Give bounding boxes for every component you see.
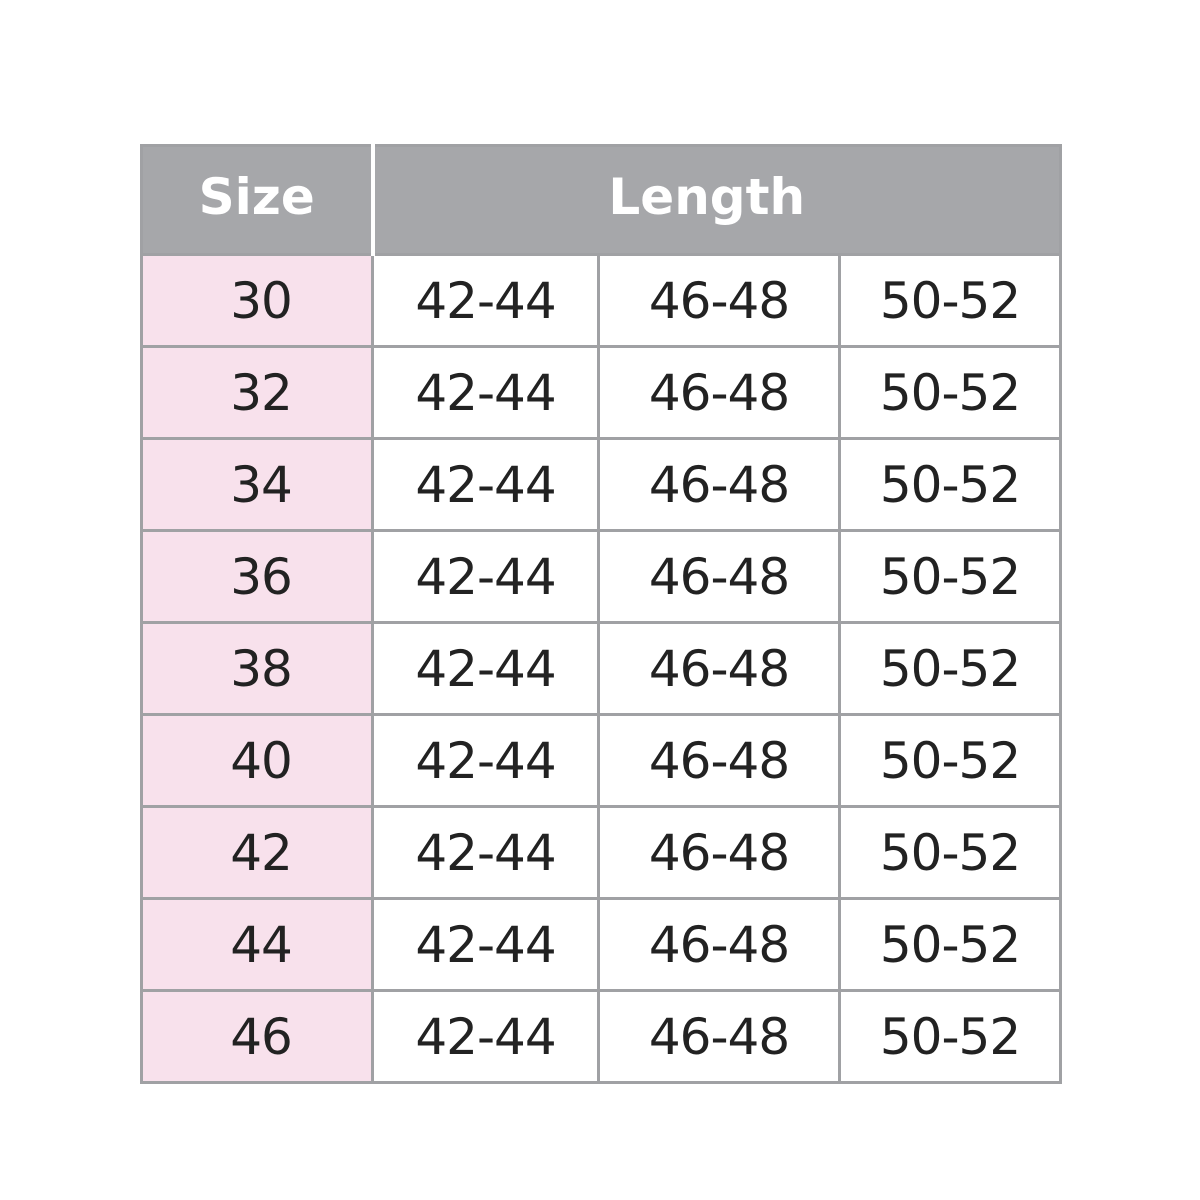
- length-cell: 46-48: [599, 531, 840, 623]
- length-cell: 46-48: [599, 807, 840, 899]
- table-row: [142, 347, 1061, 439]
- size-cell: 32: [142, 347, 373, 439]
- length-cell: 50-52: [840, 715, 1061, 807]
- length-cell: 50-52: [840, 623, 1061, 715]
- length-cell: 46-48: [599, 715, 840, 807]
- size-cell: 42: [142, 807, 373, 899]
- size-cell: 44: [142, 899, 373, 991]
- length-cell: 50-52: [840, 531, 1061, 623]
- length-cell: 42-44: [373, 899, 599, 991]
- length-cell: 46-48: [599, 439, 840, 531]
- size-cell: 34: [142, 439, 373, 531]
- length-cell: 50-52: [840, 899, 1061, 991]
- size-header: Size: [142, 146, 373, 255]
- size-chart-table: [140, 144, 1062, 1084]
- table-row: [142, 991, 1061, 1083]
- header-row: [142, 146, 1061, 255]
- table-row: [142, 439, 1061, 531]
- size-cell: 46: [142, 991, 373, 1083]
- length-cell: 46-48: [599, 899, 840, 991]
- length-cell: 42-44: [373, 531, 599, 623]
- table-row: [142, 899, 1061, 991]
- size-cell: 36: [142, 531, 373, 623]
- size-cell: 30: [142, 255, 373, 347]
- length-cell: 46-48: [599, 347, 840, 439]
- table-row: [142, 255, 1061, 347]
- table-row: [142, 623, 1061, 715]
- table-row: [142, 715, 1061, 807]
- table-row: [142, 531, 1061, 623]
- length-cell: 42-44: [373, 715, 599, 807]
- length-cell: 50-52: [840, 255, 1061, 347]
- table-row: [142, 807, 1061, 899]
- length-cell: 42-44: [373, 991, 599, 1083]
- length-cell: 42-44: [373, 623, 599, 715]
- size-cell: 38: [142, 623, 373, 715]
- length-header: Length: [373, 146, 1061, 255]
- length-cell: 46-48: [599, 991, 840, 1083]
- length-cell: 42-44: [373, 255, 599, 347]
- length-cell: 42-44: [373, 807, 599, 899]
- length-cell: 50-52: [840, 439, 1061, 531]
- length-cell: 46-48: [599, 623, 840, 715]
- length-cell: 46-48: [599, 255, 840, 347]
- size-cell: 40: [142, 715, 373, 807]
- table-body: [142, 255, 1061, 1083]
- length-cell: 50-52: [840, 807, 1061, 899]
- length-cell: 42-44: [373, 347, 599, 439]
- length-cell: 50-52: [840, 991, 1061, 1083]
- length-cell: 42-44: [373, 439, 599, 531]
- length-cell: 50-52: [840, 347, 1061, 439]
